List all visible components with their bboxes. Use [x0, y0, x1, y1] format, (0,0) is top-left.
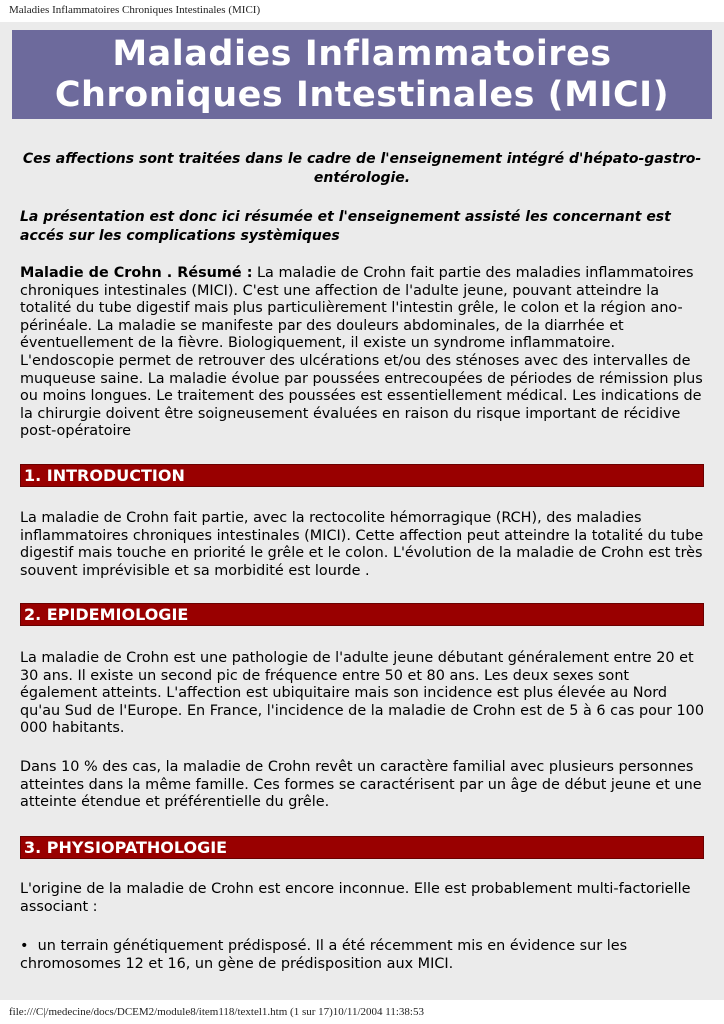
bullet-icon: •: [20, 938, 38, 954]
list-item-text: un terrain génétiquement prédisposé. Il a été récemment mis en évidence sur les chromosomes 12 et 16, un gène de prédisposition aux MICI.: [20, 938, 628, 972]
epidemiologie-paragraph-1: La maladie de Crohn est une pathologie de l'adulte jeune débutant généralement entre 20 et 30 ans. Il existe un second pic de fréquence entre 50 et 80 ans. Les deux sexes sont également atteints. L'affection est ubiquitaire mais son incidence est plus élevée au Nord qu'au Sud de l'Europe. En France, l'incidence de la maladie de Crohn est de 5 à 6 cas pour 100 000 habitants.: [20, 650, 704, 737]
page-title-line2: Chroniques Intestinales (MICI): [54, 74, 670, 115]
section-heading-physiopathologie: 3. PHYSIOPATHOLOGIE: [20, 836, 704, 859]
summary-paragraph: [20, 265, 706, 441]
summary-text: La maladie de Crohn fait partie des maladies inflammatoires chroniques intestinales (MICI). C'est une affection de l'adulte jeune, pouvant atteindre la totalité du tube digestif mais plus particulièrement l'intestin grêle, le colon et la région ano-périnéale. La maladie se manifeste par des douleurs abdominales, de la diarrhée et éventuellement de la fièvre. Biologiquement, il existe un syndrome inflammatoire. L'endoscopie permet de retrouver des ulcérations et/ou des sténoses avec des intervalles de muqueuse saine. La maladie évolue par poussées entrecoupées de périodes de rémission plus ou moins longues. Le traitement des poussées est essentiellement médical. Les indications de la chirurgie doivent être soigneusement évaluées en raison du risque important de récidive post-opératoire: [20, 265, 703, 440]
section-heading-introduction: 1. INTRODUCTION: [20, 464, 704, 487]
intro-note-1: Ces affections sont traitées dans le cadre de l'enseignement intégré d'hépato-gastro-entérologie.: [22, 151, 702, 186]
epidemiologie-paragraph-2: Dans 10 % des cas, la maladie de Crohn revêt un caractère familial avec plusieurs personnes atteintes dans la même famille. Ces formes se caractérisent par un âge de début jeune et une atteinte étendue et préférentielle du grêle.: [20, 759, 702, 811]
introduction-paragraph: La maladie de Crohn fait partie, avec la rectocolite hémorragique (RCH), des maladies inflammatoires chroniques intestinales (MICI). Cette affection peut atteindre la totalité du tube digestif mais touche en priorité le grêle et le colon. L'évolution de la maladie de Crohn est très souvent imprévisible et sa morbidité est lourde .: [20, 510, 704, 579]
title-banner: [12, 30, 712, 119]
section-heading-epidemiologie: 2. EPIDEMIOLOGIE: [20, 603, 704, 626]
running-title: Maladies Inflammatoires Chroniques Intestinales (MICI): [9, 4, 261, 16]
physiopathologie-paragraph: L'origine de la maladie de Crohn est encore inconnue. Elle est probablement multi-factorielle associant :: [20, 881, 691, 915]
print-footer: file:///C|/medecine/docs/DCEM2/module8/item118/textel1.htm (1 sur 17)10/11/2004 11:38:53: [9, 1006, 424, 1018]
summary-lead: Maladie de Crohn . Résumé :: [20, 265, 253, 281]
list-item: [20, 938, 706, 973]
intro-note-2: La présentation est donc ici résumée et l'enseignement assisté les concernant est accés sur les complications systèmiques: [20, 209, 671, 244]
page-title-line1: Maladies Inflammatoires: [112, 33, 612, 74]
page-title: [55, 34, 669, 116]
